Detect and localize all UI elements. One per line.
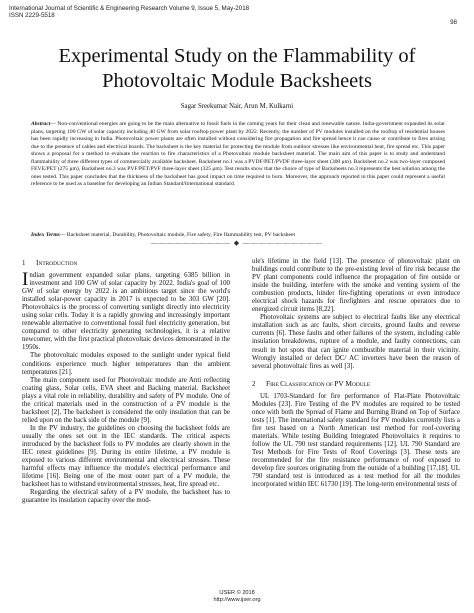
paper-title [30,44,444,94]
intro-paragraph-5: Regarding the electrical safety of a PV module, the backsheet has to guarantee its insulation capacity over the mod- [22,489,230,505]
section-separator: —————————— ◆ —————————— [151,239,323,247]
section-1-title-initial: I [36,258,39,267]
index-terms-text: — Backsheet material, Durability, Photovoltaic module, Fire safety, Fire flammability test, PV backsheet [59,232,296,238]
intro-paragraph-2: The photovoltaic modules exposed to the sunlight under typical field conditions experience much higher temperatures than the ambient temperatures [21]. [22,352,230,376]
right-column [252,258,460,489]
authors: Sagar Sreekumar Nair, Arun M. Kulkarni [180,103,294,110]
section-1-number: 1 [22,260,26,267]
abstract [31,121,445,189]
intro-paragraph-1 [22,269,230,352]
abstract-label: Abstract [31,121,51,127]
right-paragraph-1: ule's lifetime in the field [13]. The presence of photovoltaic plant on buildings could contribute to the pre-existing level of fire risk because the PV plant components could influence the propagation of fire outside or inside the building, interfere with the smoke and venting system of the combustion products, hinder fire-fighting operations or even introduce electrical shock hazards for firefighters and rescue operators due to energized circuit items [8,22]. [252,258,460,314]
title-line-2: Photovoltaic Module Backsheets [102,70,372,92]
title-line-1: Experimental Study on the Flammability of [58,45,416,67]
footer-url[interactable]: http://www.ijser.org [213,596,261,603]
journal-header [9,5,249,20]
section-1-heading [22,258,230,269]
footer-copyright: IJSER © 2018 [219,590,255,596]
intro-paragraph-1-text: ndian government expanded solar plans, targeting 6385 billion in investment and 100 GW of solar capacity by 2022. India's goal of 100 GW of solar energy by 2022 is an ambitious target since the world's installed solar-power capacity in 2017 is expected to be 303 GW [20]. Photovoltaics is the process of converting sunlight directly into electricity using solar cells. Today it is a rapidly growing and increasingly important renewable alternative to conventional fossil fuel electricity generation, but compared to other electricity generating technologies, it is a relative newcomer, with the first practical photovoltaic devices demonstrated in the 1950s. [22,272,230,352]
abstract-text: — Non-conventional energies are going to be the main alternative to fossil fuels in the coming years for their clean and renewable nature. India-government expanded its solar plans, targeting 100 GW of solar capacity including 40 GW from solar rooftop power plant by 2022. Recently, the number of PV modules installed on the rooftop of residential houses has been rapidly increasing in India. Photovoltaic power plants are often installed without considering fire propagation and fire spread hence it can cause or contribute to fires arising due to the presence of cables and electrical boards. The backsheet is the key material for protecting the module from outdoor stresses like environmental heat, fire spread etc. This paper shows a proposal for a method to evaluate the reaction to fire characteristics of a Photovoltaic module backsheet material. The main aim of this paper is to study and understand flammability of three different types of commercially available backsheet. Backsheet no.1 was a PVDF/PET/PVDF three-layer sheet (300 μm). Backsheet no.2 was two-layer composed FEVE/PET (275 μm), Backsheet no.3 was PVF/PET/PVF three-layer sheet (325 μm). Test results show that the choice of type of Backsheets no.3 represents the best solution among the ones tested. This paper concludes that the thickness of the backsheet has good impact on time required to burn. Moreover, the approach reported in this paper could represent a useful reference to be used as a baseline for developing an Indian Standard/International standard. [31,121,445,188]
section-2-number: 2 [252,380,256,388]
journal-name: International Journal of Scientific & Engineering Research Volume 9, Issue 5, May-2018 [9,5,250,12]
intro-paragraph-4: In the PV industry, the guidelines on choosing the backsheet folds are usually the ones set out in the IEC standards. The critical aspects introduced by the backsheet foils to PV modules are clearly shown in the IEC retest guidelines [9]. During its entire lifetime, a PV module is exposed to various different environmental and electrical stresses. These harmful effects may influence the module's electrical performance and lifetime [16]. Being one of the most outer part of a PV module, the backsheet has to withstand environmental stresses, heat, fire spread etc. [22,424,230,489]
left-column [22,258,230,505]
issn: ISSN 2229-5518 [9,12,55,20]
section-2-paragraph-1: UL 1703-Standard for fire performance of Flat-Plate Photovoltaic Modules [23]. Fire Testing of the PV modules are required to be tested once with both the Spread of Flame and Burning Brand on Top of Surface tests [1]. The international safety standard for PV modules currently lists a fire test based on a North American test method for roof-covering materials. While testing Building Integrated Photovoltaics it requires to follow the UL 790 test standard requirements [12]. UL 790 Standard are Test Methods for Fire Tests of Roof Coverings [3]. These tests are recommended for the fire resistance performance of roof exposed to develop fire sources originating from the outside of a building [17,18]. UL 790 standard test is introduced as a test method for all the modules incorporated within IEC 61730 [19]. The long-term environmental tests of [252,392,460,489]
right-paragraph-2: Photovoltaic systems are subject to electrical faults like any electrical installation such as arc faults, short circuits, ground faults and reverse currents [6]. These faults and other failures of the system, including cable insulation breakdowns, rupture of a module, and faulty connections, can result in hot spots that can ignite combustible material in their vicinity. Wrongly installed or defect DC/ AC inverters have been the reason of several photovoltaic fires as well [3]. [252,314,460,370]
section-2-heading: 2 FIRE CLASSIFICATION OF PV MODULE [252,378,371,388]
index-terms [31,232,445,239]
index-terms-label: Index Terms [31,232,60,238]
page-footer [0,590,474,603]
dropcap: I [22,269,29,290]
intro-paragraph-3: The main component used for Photovoltaic module are Anti reflecting coating glass, Solar cells, EVA sheet and Backing material. Backsheet plays a vital role in reliability, durability and safety of PV module. One of the critical materials used in the construction of a PV module is the backsheet [2]. The backsheet is considered the only insulation that can be relied upon on the back side of the module [9]. [22,376,230,424]
page-number: 98 [450,19,457,26]
section-1-title-rest: NTRODUCTION [38,261,78,267]
